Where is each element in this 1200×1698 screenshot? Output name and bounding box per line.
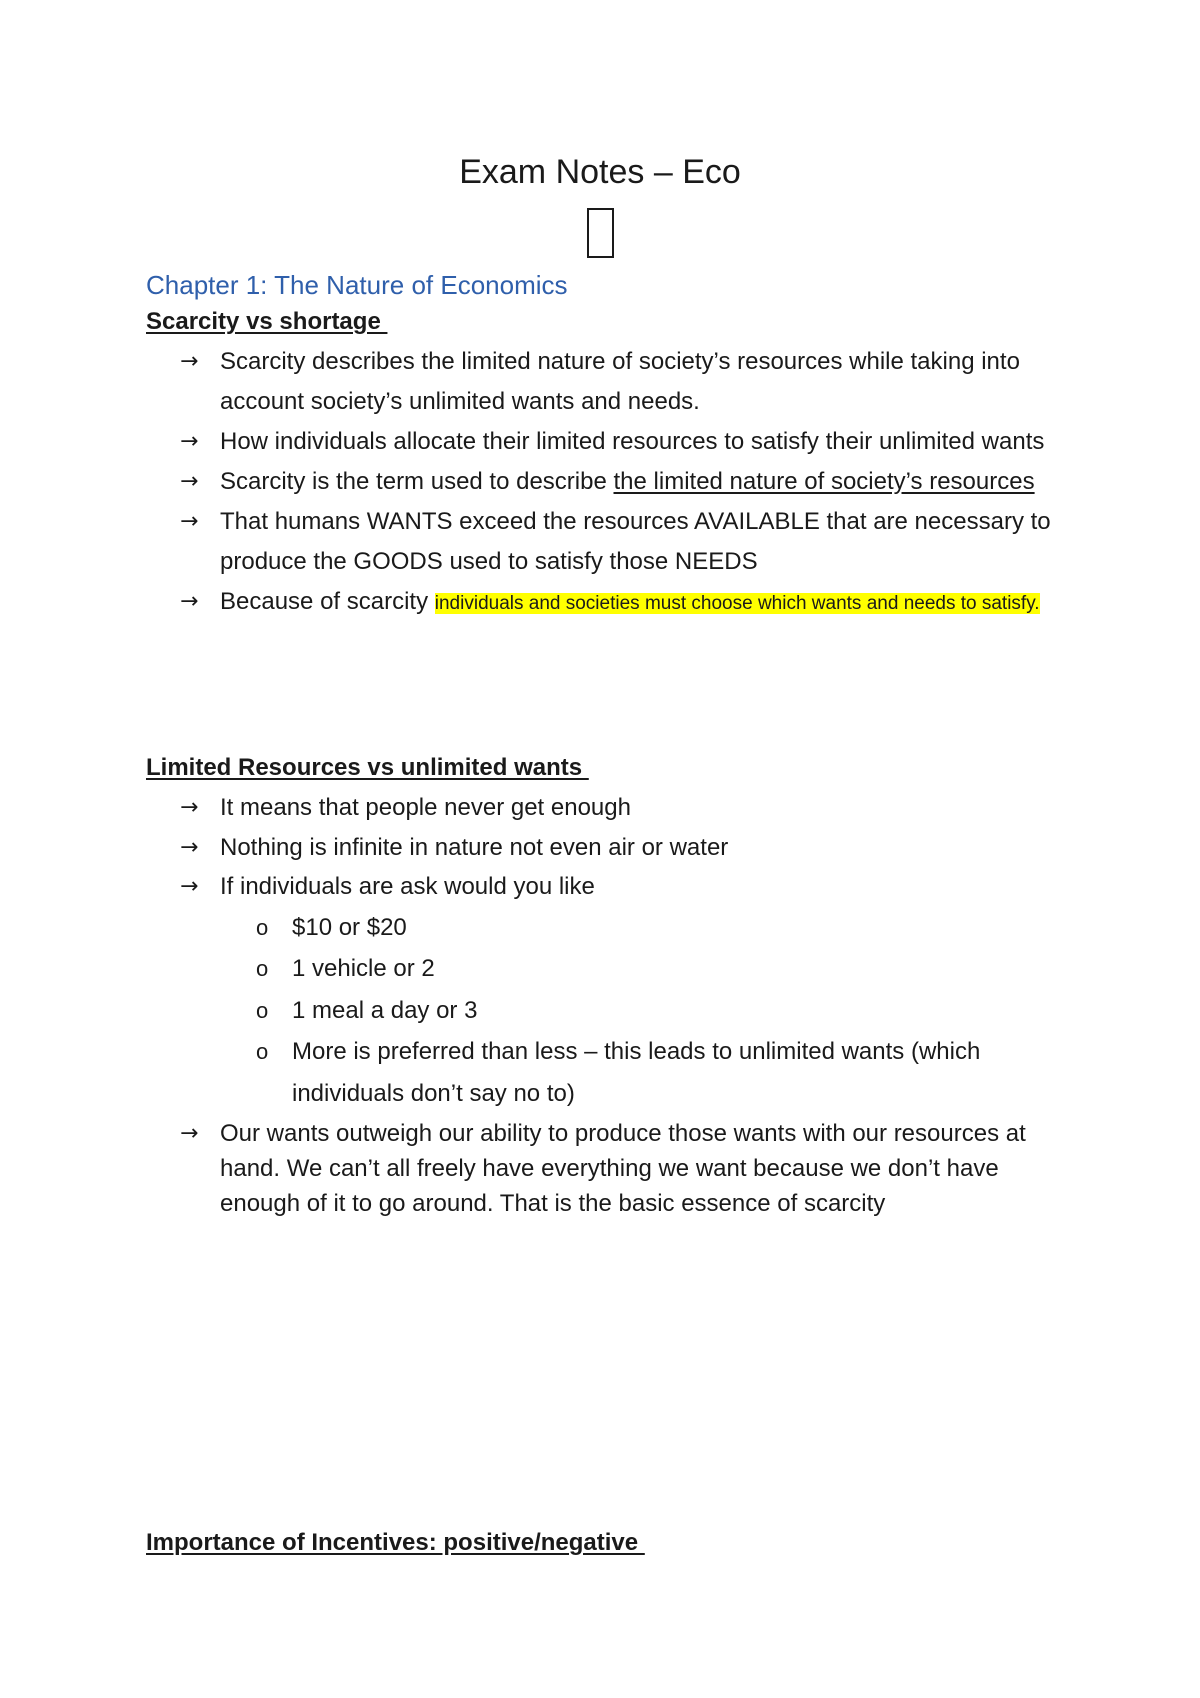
arrow-icon: →	[180, 469, 199, 494]
sub-list-item-text: 1 meal a day or 3	[292, 996, 478, 1024]
highlighted-text: individuals and societies must choose which wants and needs to satisfy.	[434, 593, 1040, 614]
chapter-heading: Chapter 1: The Nature of Economics	[146, 270, 568, 300]
list-item-text: Scarcity describes the limited nature of society’s resources while taking into account society’s unlimited wants and needs.	[220, 348, 1020, 415]
list-item-text: If individuals are ask would you like	[220, 873, 595, 900]
section-heading-incentives: Importance of Incentives: positive/negative	[146, 1529, 645, 1556]
circle-bullet-icon: o	[256, 956, 269, 981]
sub-list-item	[256, 907, 1080, 949]
list-item	[180, 462, 1080, 502]
list-item-text: How individuals allocate their limited resources to satisfy their unlimited wants	[220, 428, 1045, 455]
list-item	[180, 1116, 1080, 1221]
sub-list-item	[256, 990, 1080, 1032]
arrow-icon: →	[180, 509, 199, 534]
missing-glyph-icon	[587, 208, 614, 258]
list-item	[180, 502, 1080, 582]
list-item-text: Scarcity is the term used to describe	[220, 468, 614, 495]
list-item	[180, 828, 1080, 868]
circle-bullet-icon: o	[256, 914, 269, 940]
scarcity-bullet-list	[180, 342, 1080, 624]
section-heading-limited-resources: Limited Resources vs unlimited wants	[146, 754, 589, 781]
limited-resources-bullet-list	[180, 788, 1080, 1221]
sub-list-item-text: More is preferred than less – this leads to unlimited wants (which individuals don’t say no to)	[292, 1038, 981, 1107]
arrow-icon: →	[180, 589, 199, 614]
list-item	[180, 867, 1080, 1114]
list-item-text: Nothing is infinite in nature not even air or water	[220, 833, 729, 861]
arrow-icon: →	[180, 834, 199, 860]
arrow-icon: →	[180, 795, 199, 820]
section-heading-scarcity: Scarcity vs shortage	[146, 308, 388, 335]
sub-list-item	[256, 1031, 1080, 1114]
circle-bullet-icon: o	[256, 1039, 269, 1064]
arrow-icon: →	[180, 1121, 199, 1146]
sub-list-item	[256, 948, 1080, 990]
arrow-icon: →	[180, 349, 199, 374]
sub-list-item-text: $10 or $20	[292, 913, 407, 941]
sub-list-item-text: 1 vehicle or 2	[292, 955, 435, 982]
sub-bullet-list	[220, 907, 1080, 1115]
circle-bullet-icon: o	[256, 997, 269, 1023]
arrow-icon: →	[180, 429, 199, 454]
underlined-text: the limited nature of society’s resources	[613, 468, 1035, 495]
list-item-text: Our wants outweigh our ability to produce those wants with our resources at hand. We can’t all freely have everything we want because we don’t have enough of it to go around. That is the basic essence of scarcity	[220, 1120, 1026, 1217]
list-item	[180, 788, 1080, 828]
list-item	[180, 422, 1080, 462]
list-item-text: Because of scarcity	[220, 588, 435, 615]
arrow-icon: →	[180, 874, 199, 899]
document-title: Exam Notes – Eco	[459, 153, 741, 191]
list-item	[180, 342, 1080, 422]
list-item	[180, 582, 1080, 624]
list-item-text: That humans WANTS exceed the resources AVAILABLE that are necessary to produce the GOODS used to satisfy those NEEDS	[220, 508, 1051, 575]
list-item-text: It means that people never get enough	[220, 794, 631, 821]
